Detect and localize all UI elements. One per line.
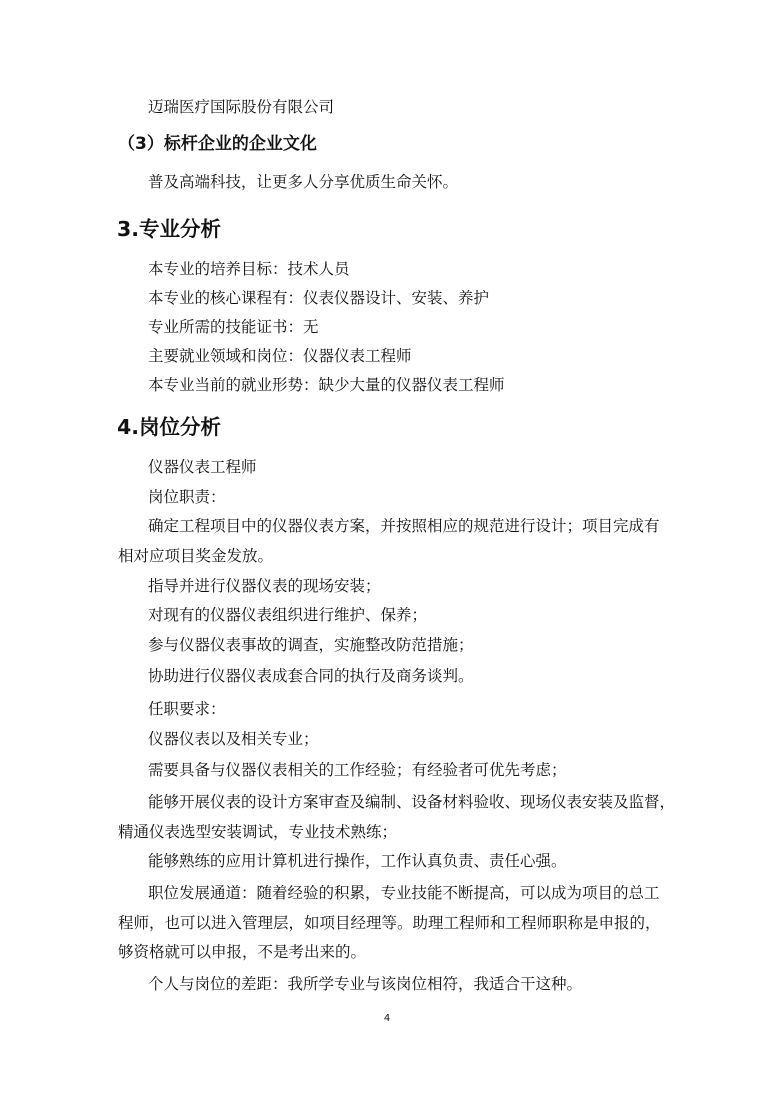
job-analysis-heading: 4.岗位分析 <box>117 415 222 439</box>
duties-label: 岗位职责： <box>148 488 226 506</box>
requirement-item-continuation: 精通仪表选型安装调试，专业技术熟练； <box>118 823 398 841</box>
company-name: 迈瑞医疗国际股份有限公司 <box>148 98 335 116</box>
duty-item: 对现有的仪器仪表组织进行维护、保养； <box>148 606 428 624</box>
position-title: 仪器仪表工程师 <box>148 458 257 476</box>
personal-gap: 个人与岗位的差距：我所学专业与该岗位相符，我适合干这种。 <box>148 975 583 993</box>
duty-item: 协助进行仪器仪表成套合同的执行及商务谈判。 <box>148 667 474 685</box>
requirement-item: 能够熟练的应用计算机进行操作，工作认真负责、责任心强。 <box>148 852 567 870</box>
duty-item: 确定工程项目中的仪器仪表方案，并按照相应的规范进行设计；项目完成有 <box>148 517 660 535</box>
career-path-continuation: 够资格就可以申报，不是考出来的。 <box>118 943 367 961</box>
major-analysis-line: 主要就业领域和岗位：仪器仪表工程师 <box>148 347 412 365</box>
career-path-continuation: 程师，也可以进入管理层，如项目经理等。助理工程师和工程师职称是申报的， <box>118 914 661 932</box>
major-analysis-heading: 3.专业分析 <box>117 217 222 241</box>
page-number: 4 <box>383 1013 391 1024</box>
major-analysis-line: 本专业的培养目标：技术人员 <box>148 260 350 278</box>
culture-text: 普及高端科技，让更多人分享优质生命关怀。 <box>148 173 459 191</box>
duty-item-continuation: 相对应项目奖金发放。 <box>118 547 274 565</box>
requirements-label: 任职要求： <box>148 700 226 718</box>
requirement-item: 需要具备与仪器仪表相关的工作经验；有经验者可优先考虑； <box>148 761 567 779</box>
major-analysis-line: 本专业当前的就业形势：缺少大量的仪器仪表工程师 <box>148 376 505 394</box>
major-analysis-line: 专业所需的技能证书：无 <box>148 318 319 336</box>
duty-item: 参与仪器仪表事故的调查，实施整改防范措施； <box>148 636 474 654</box>
culture-heading: （3）标杆企业的企业文化 <box>118 134 317 154</box>
career-path: 职位发展通道：随着经验的积累，专业技能不断提高，可以成为项目的总工 <box>148 884 660 902</box>
duty-item: 指导并进行仪器仪表的现场安装； <box>148 577 381 595</box>
major-analysis-line: 本专业的核心课程有：仪表仪器设计、安装、养护 <box>148 289 490 307</box>
requirement-item: 能够开展仪表的设计方案审查及编制、设备材料验收、现场仪表安装及监督， <box>148 793 676 811</box>
requirement-item: 仪器仪表以及相关专业； <box>148 730 319 748</box>
